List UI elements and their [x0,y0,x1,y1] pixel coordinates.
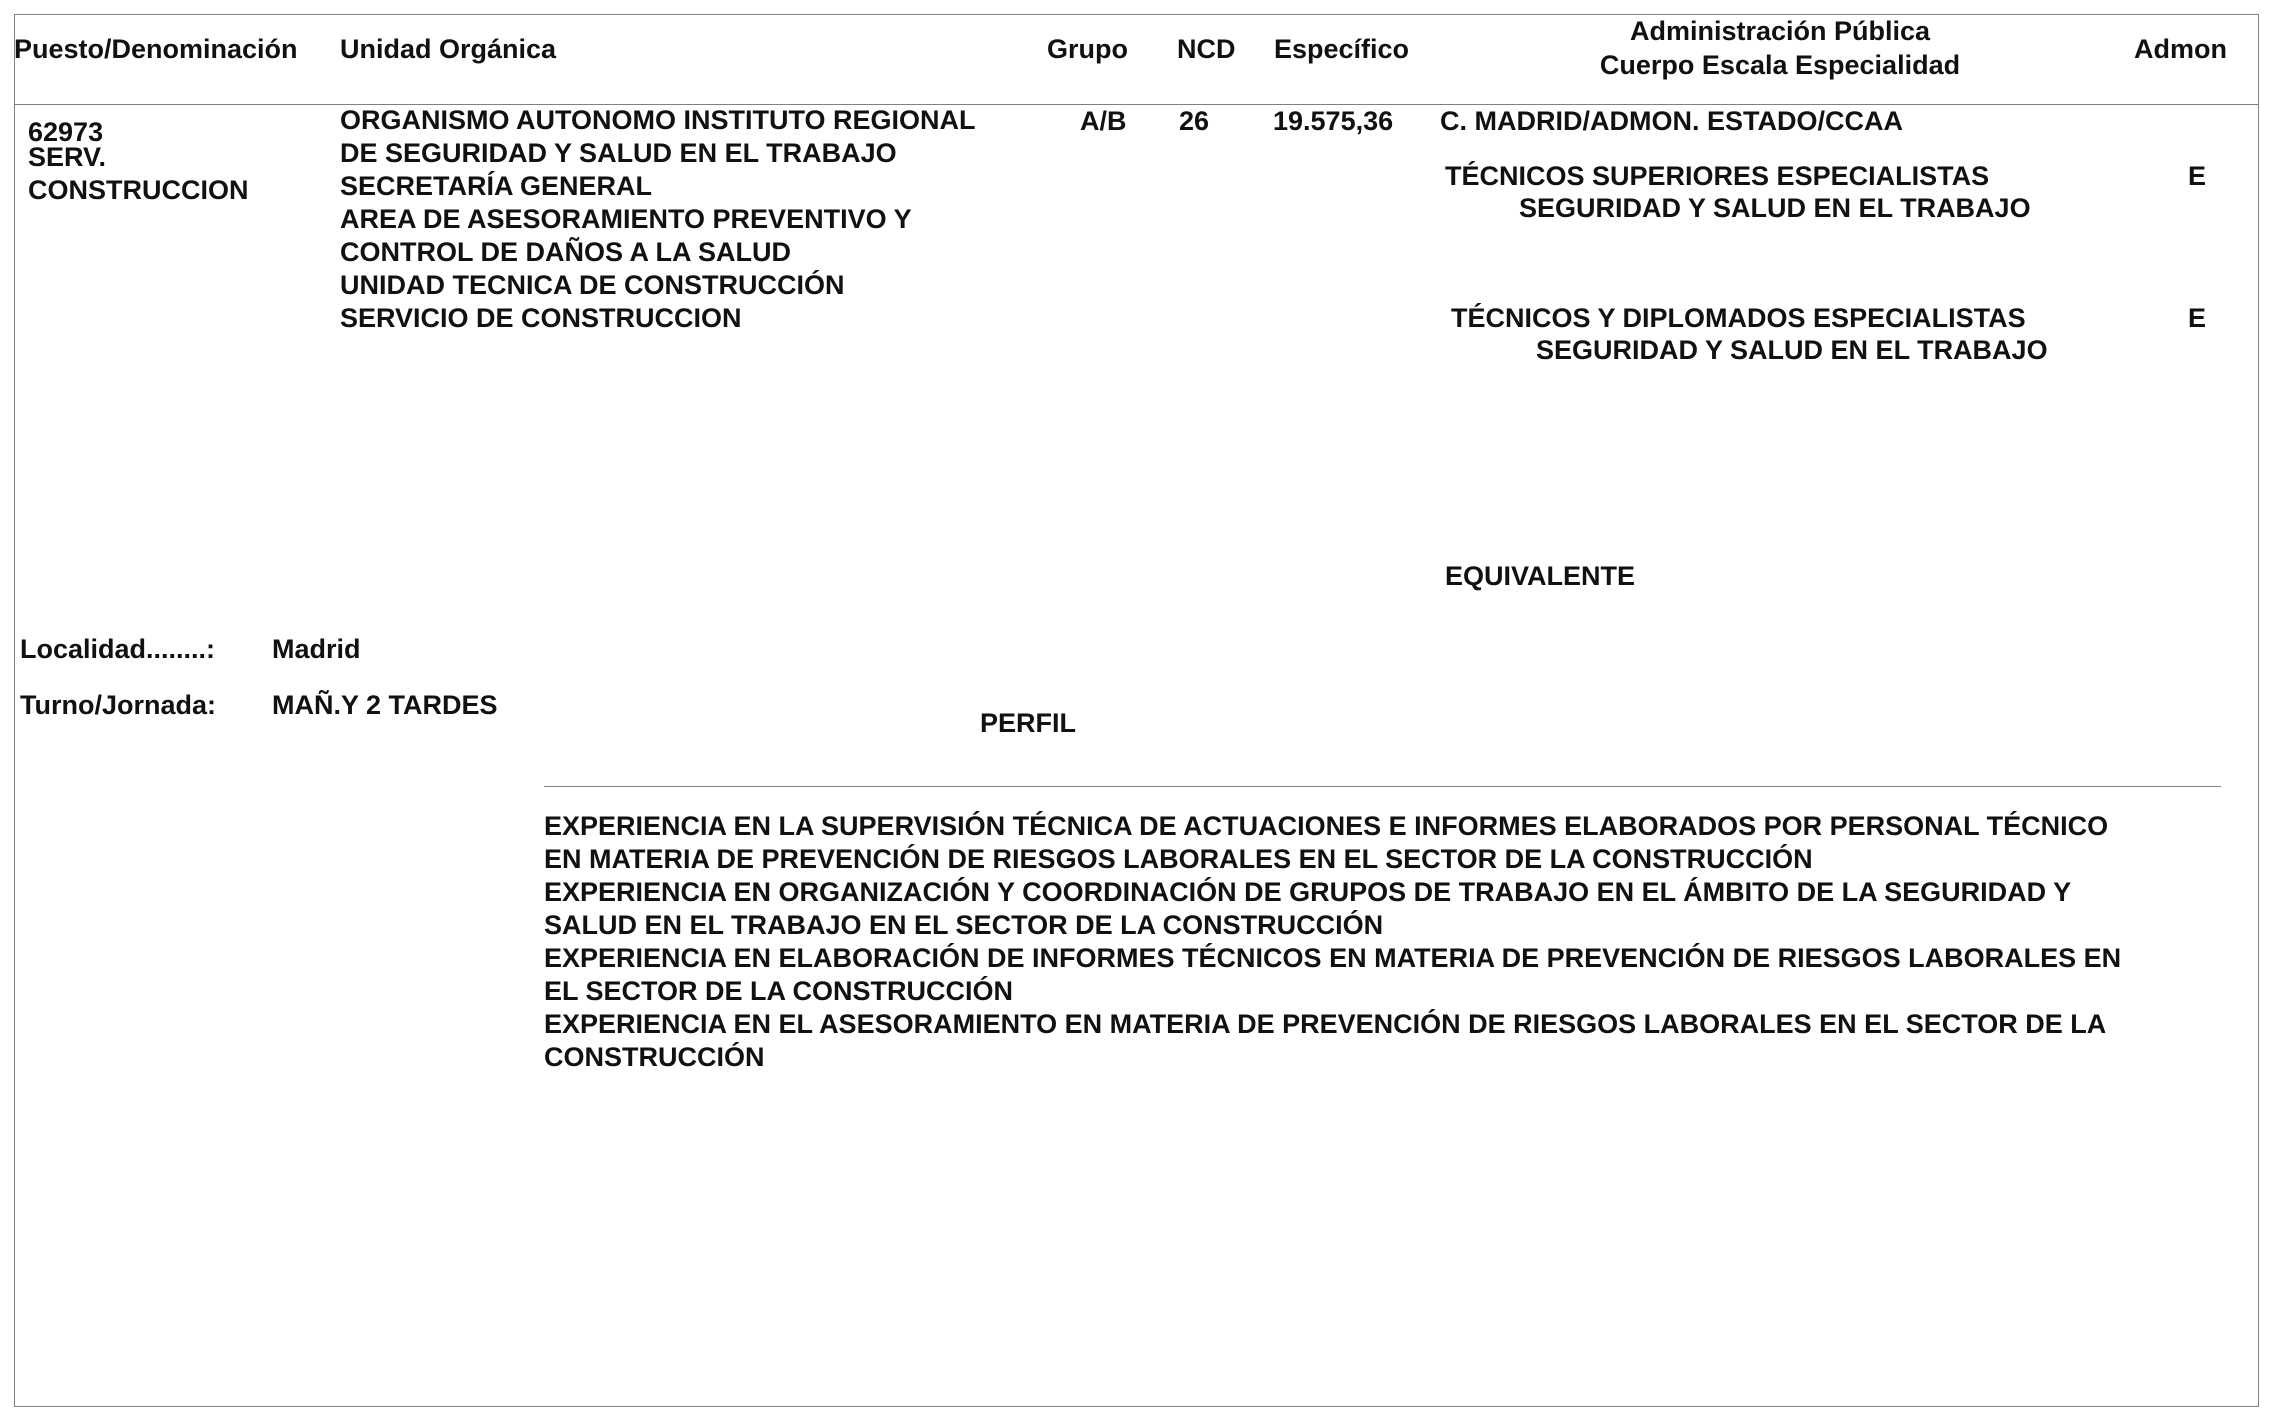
perfil-divider [544,786,2221,787]
cuerpo-1: TÉCNICOS SUPERIORES ESPECIALISTAS [1445,161,1990,191]
turno-value: MAÑ.Y 2 TARDES [272,690,498,720]
header-ncd: NCD [1177,34,1236,64]
puesto-denominacion-2: CONSTRUCCION [28,175,249,205]
perfil-line: EXPERIENCIA EN LA SUPERVISIÓN TÉCNICA DE ACTUACIONES E INFORMES ELABORADOS POR PERSONAL TÉCNICO [544,811,2109,841]
unidad-line: SERVICIO DE CONSTRUCCION [340,303,742,333]
admon-2: E [2188,303,2207,333]
perfil-text [544,810,2244,1074]
perfil-line: CONSTRUCCIÓN [544,1042,765,1072]
unidad-line: ORGANISMO AUTONOMO INSTITUTO REGIONAL [340,105,976,135]
puesto-denominacion-1: SERV. [28,142,107,172]
equivalente-label: EQUIVALENTE [1445,561,1636,591]
header-especifico: Específico [1274,34,1410,64]
administracion-value: C. MADRID/ADMON. ESTADO/CCAA [1440,106,1903,136]
perfil-line: EN MATERIA DE PREVENCIÓN DE RIESGOS LABORALES EN EL SECTOR DE LA CONSTRUCCIÓN [544,844,1813,874]
ncd-value: 26 [1179,106,1210,136]
unidad-line: CONTROL DE DAÑOS A LA SALUD [340,237,791,267]
unidad-line: UNIDAD TECNICA DE CONSTRUCCIÓN [340,270,845,300]
grupo-value: A/B [1080,106,1127,136]
especialidad-2: SEGURIDAD Y SALUD EN EL TRABAJO [1536,335,2048,365]
perfil-line: EXPERIENCIA EN ELABORACIÓN DE INFORMES TÉCNICOS EN MATERIA DE PREVENCIÓN DE RIESGOS LABORALES EN [544,943,2122,973]
especifico-value: 19.575,36 [1273,106,1394,136]
unidad-organica [340,104,976,335]
perfil-line: EXPERIENCIA EN ORGANIZACIÓN Y COORDINACIÓN DE GRUPOS DE TRABAJO EN EL ÁMBITO DE LA SEGURIDAD Y [544,877,2072,907]
admon-1: E [2188,161,2207,191]
header-admin-line1: Administración Pública [1629,16,1931,46]
header-admon: Admon [2134,34,2227,64]
unidad-line: AREA DE ASESORAMIENTO PREVENTIVO Y [340,204,912,234]
puesto-denominacion [28,141,249,207]
header-admin-line2: Cuerpo Escala Especialidad [1599,50,1961,80]
header-puesto: Puesto/Denominación [14,34,298,64]
especialidad-1: SEGURIDAD Y SALUD EN EL TRABAJO [1519,193,2031,223]
header-unidad: Unidad Orgánica [340,34,557,64]
cuerpo-2: TÉCNICOS Y DIPLOMADOS ESPECIALISTAS [1451,303,2026,333]
header-grupo: Grupo [1047,34,1128,64]
unidad-line: SECRETARÍA GENERAL [340,171,653,201]
perfil-line: SALUD EN EL TRABAJO EN EL SECTOR DE LA CONSTRUCCIÓN [544,910,1384,940]
turno-label: Turno/Jornada: [20,690,217,720]
puesto-codigo: 62973 [28,117,104,147]
perfil-line: EXPERIENCIA EN EL ASESORAMIENTO EN MATERIA DE PREVENCIÓN DE RIESGOS LABORALES EN EL SECTOR DE LA [544,1009,2107,1039]
localidad-value: Madrid [272,634,361,664]
perfil-title: PERFIL [980,708,1077,738]
perfil-line: EL SECTOR DE LA CONSTRUCCIÓN [544,976,1014,1006]
unidad-line: DE SEGURIDAD Y SALUD EN EL TRABAJO [340,138,897,168]
localidad-label: Localidad........: [20,634,216,664]
